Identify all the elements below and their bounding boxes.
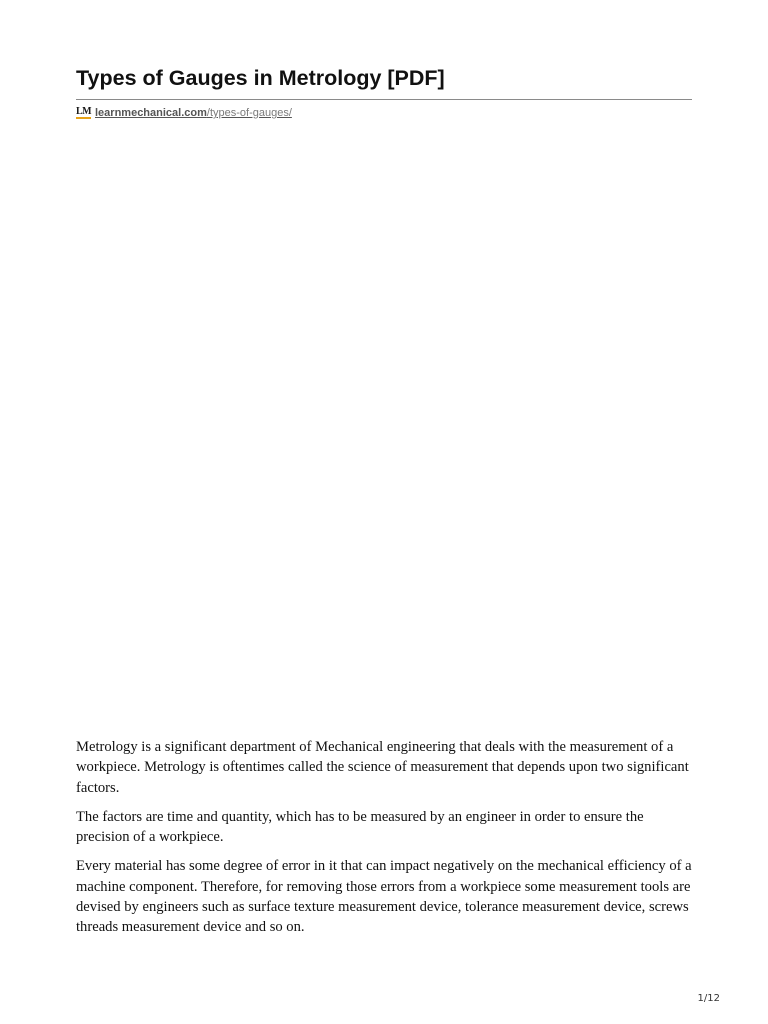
site-logo-icon (76, 107, 93, 119)
article-body (76, 737, 696, 947)
paragraph-2: The factors are time and quantity, which has to be measured by an engineer in order to ensure the precision of a workpiece. (76, 808, 644, 846)
site-logo-bar (76, 117, 91, 119)
source-path: /types-of-gauges/ (206, 107, 292, 119)
page-title: Types of Gauges in Metrology [PDF] (76, 66, 445, 90)
page-number: 1/12 (697, 993, 720, 1004)
paragraph-1: Metrology is a significant department of Mechanical engineering that deals with the measurement of a workpiece. Metrology is oftentimes called the science of measurement that depends upon two significant factors. (76, 739, 689, 796)
site-logo-text: LM (76, 106, 92, 117)
paragraph-3: Every material has some degree of error in it that can impact negatively on the mechanical efficiency of a machine component. Therefore, for removing those errors from a workpiece some measurement tools are devised by engineers such as surface texture measurement device, tolerance measurement device, screws threads measurement device and so on. (76, 858, 692, 936)
source-url-link[interactable] (95, 107, 292, 119)
source-line (76, 106, 292, 120)
title-divider (76, 99, 692, 100)
source-domain: learnmechanical.com (95, 107, 207, 119)
